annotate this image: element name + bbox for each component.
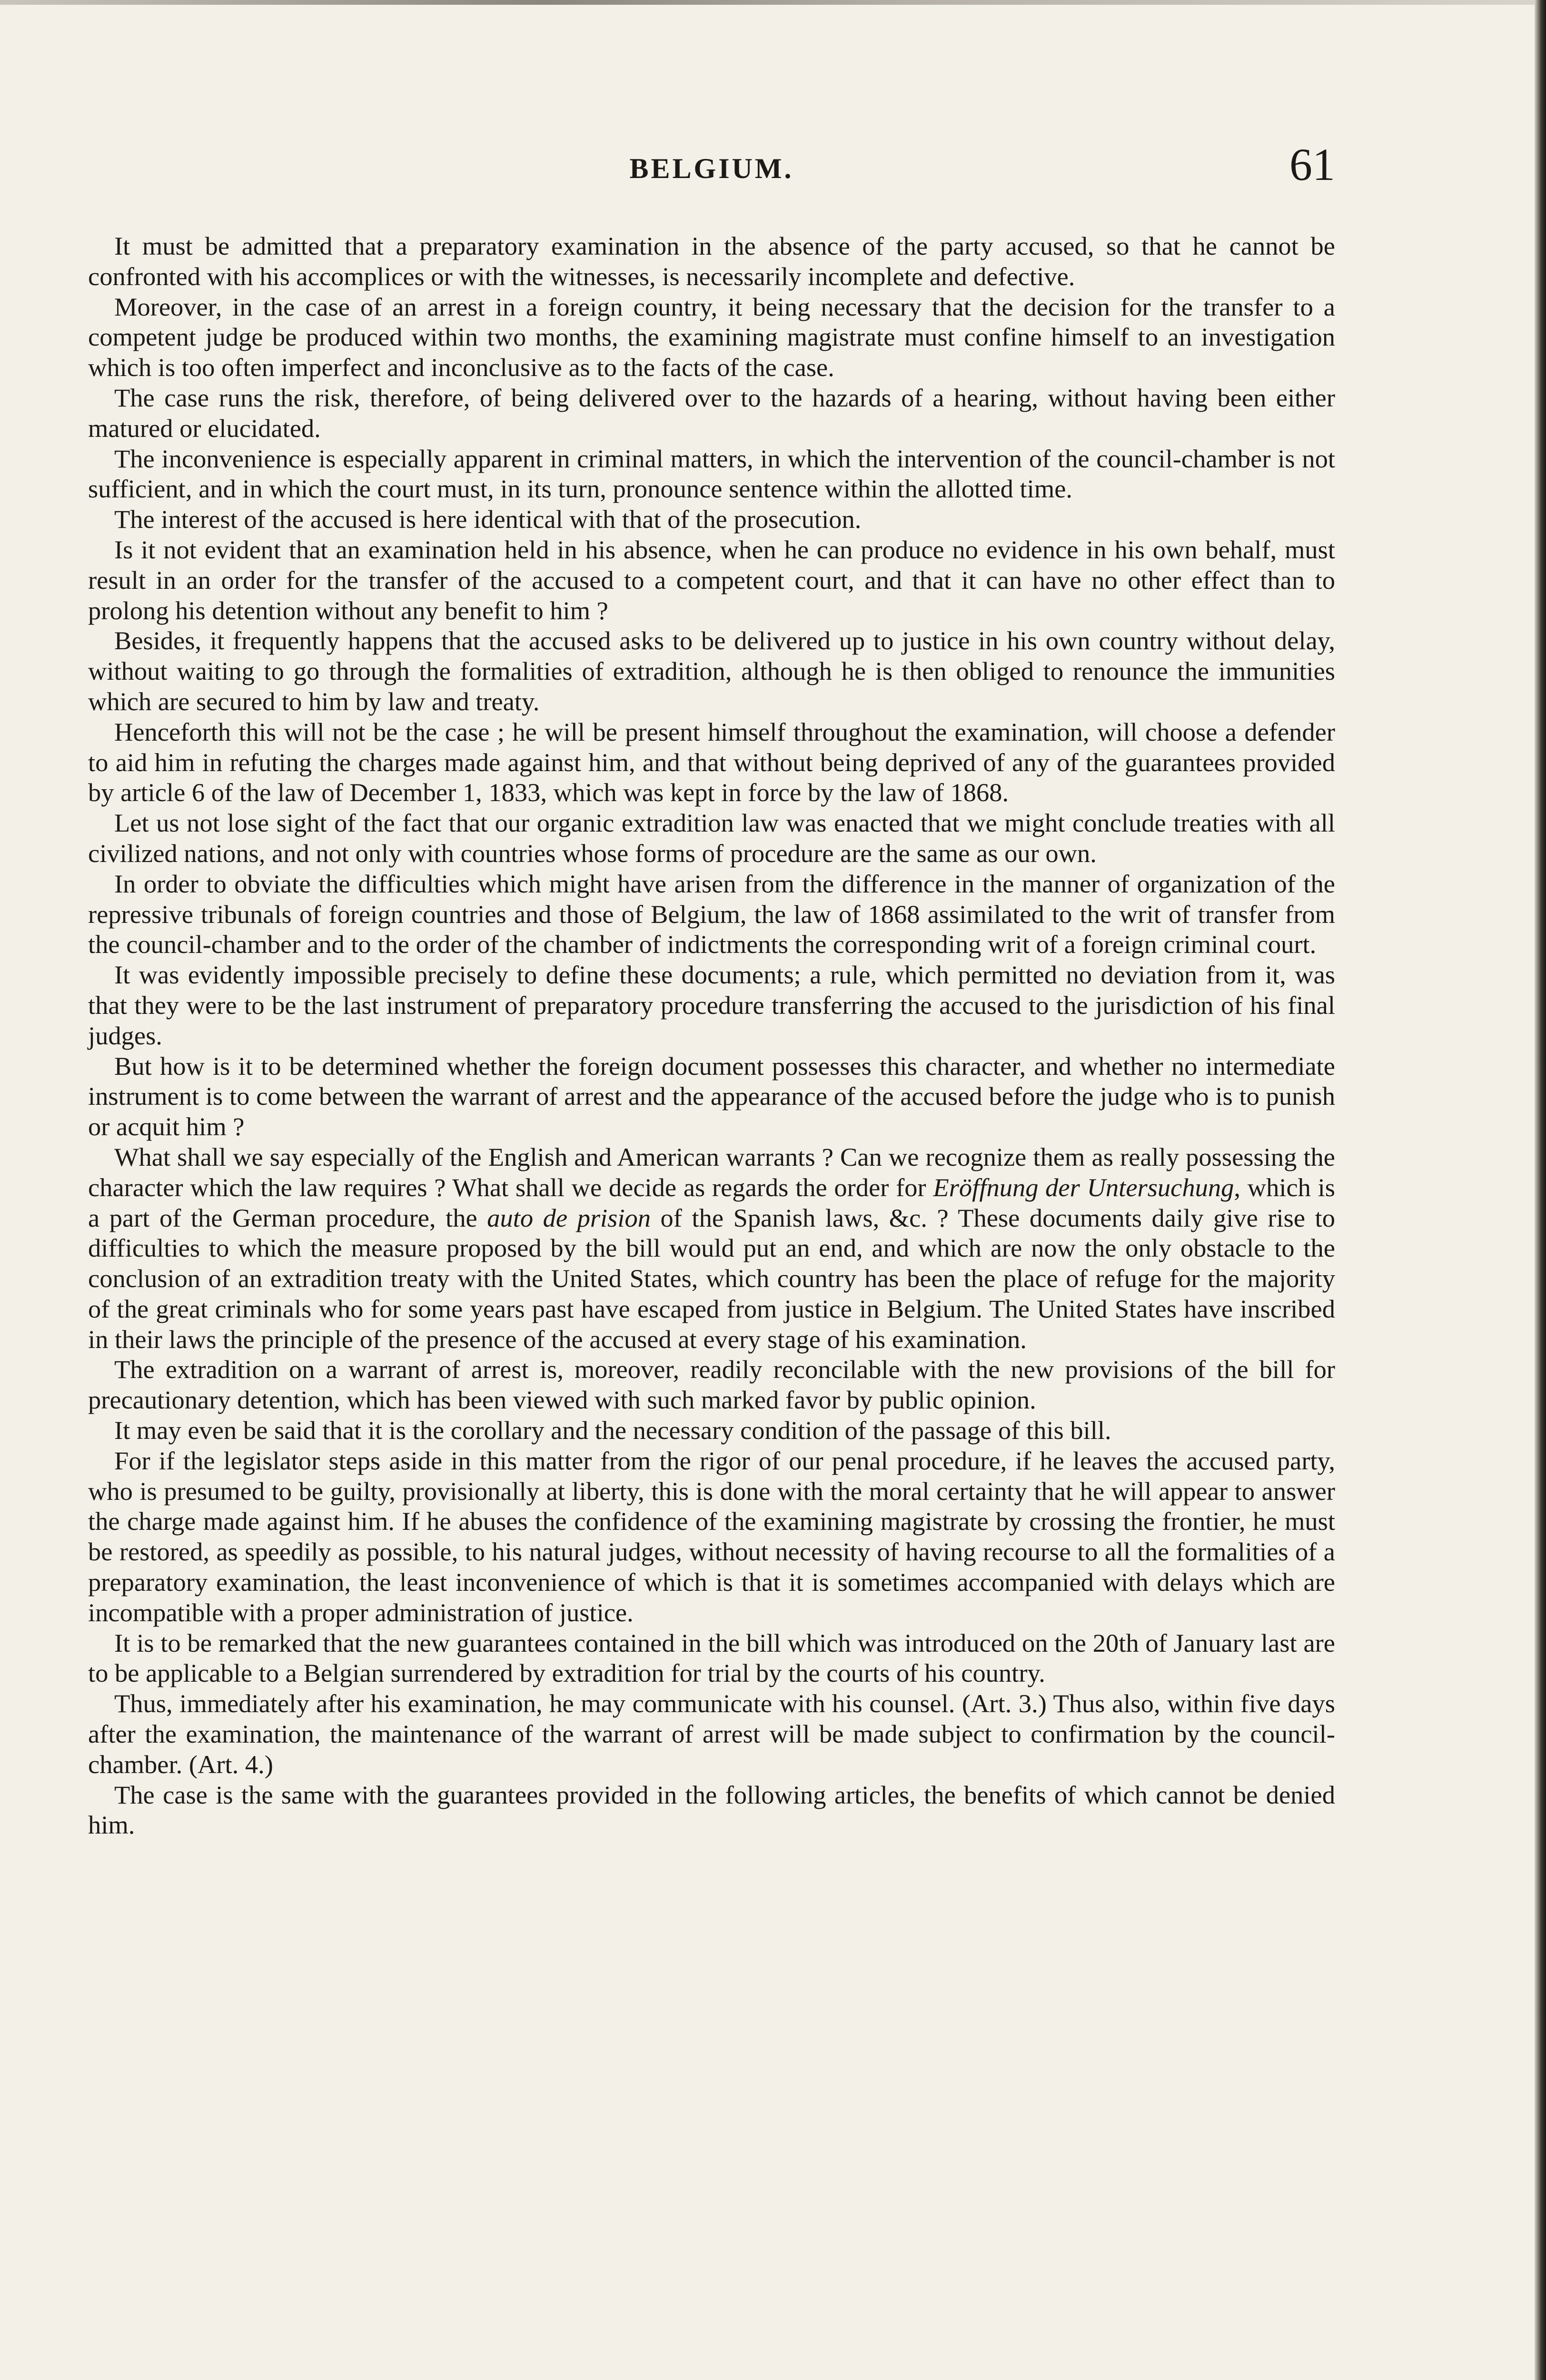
- paragraph: Besides, it frequently happens that the accused asks to be delivered up to justice in his own country without delay, without waiting to go through the formalities of extradition, although he is then obliged to renounce the immunities which are secured to him by law and treaty.: [88, 626, 1335, 716]
- paragraph: Moreover, in the case of an arrest in a foreign country, it being necessary that the decision for the transfer to a competent judge be produced within two months, the examining magistrate must confine himself to an investigation which is too often imperfect and inconclusive as to the facts of the case.: [88, 292, 1335, 382]
- paragraph: Let us not lose sight of the fact that our organic extradition law was enacted that we might conclude treaties with all civilized nations, and not only with countries whose forms of procedure are the same as our own.: [88, 808, 1335, 868]
- paragraph: The inconvenience is especially apparent in criminal matters, in which the intervention of the council-chamber is not sufficient, and in which the court must, in its turn, pronounce sentence within the allotted time.: [88, 444, 1335, 504]
- page-binding-edge: [1535, 0, 1546, 2380]
- page-number: 61: [1289, 139, 1335, 190]
- paragraph: It is to be remarked that the new guarantees contained in the bill which was introduced on the 20th of January last are to be applicable to a Belgian surrendered by extradition for trial by the courts of his country.: [88, 1628, 1335, 1688]
- paragraph: Thus, immediately after his examination, he may communicate with his counsel. (Art. 3.) Thus also, within five days after the examination, the maintenance of the warrant of arrest will be made subject to confirmation by the council-chamber. (Art. 4.): [88, 1689, 1335, 1779]
- paragraph: For if the legislator steps aside in this matter from the rigor of our penal procedure, if he leaves the accused party, who is presumed to be guilty, provisionally at liberty, this is done with the moral certainty that he will appear to answer the charge made against him. If he abuses the confidence of the examining magistrate by crossing the frontier, he must be restored, as speedily as possible, to his natural judges, without necessity of having recourse to all the formalities of a preparatory examination, the least inconvenience of which is that it is sometimes accompanied with delays which are incompatible with a proper administration of justice.: [88, 1446, 1335, 1627]
- paragraph: Henceforth this will not be the case ; he will be present himself throughout the examination, will choose a defender to aid him in refuting the charges made against him, and that without being deprived of any of the guarantees provided by article 6 of the law of December 1, 1833, which was kept in force by the law of 1868.: [88, 717, 1335, 807]
- paragraph: [88, 1142, 1335, 1355]
- paragraph-text: What shall we say especially of the English and American warrants ? Can we recognize them as really possessing the character which the law requires ? What shall we decide as regards the order for: [88, 1142, 1335, 1202]
- paragraph: It may even be said that it is the corollary and the necessary condition of the passage of this bill.: [114, 1416, 1111, 1445]
- paragraph: Is it not evident that an examination held in his absence, when he can produce no evidence in his own behalf, must result in an order for the transfer of the accused to a competent court, and that it can have no other effect than to prolong his detention without any benefit to him ?: [88, 535, 1335, 625]
- page-top-edge: [0, 0, 1546, 5]
- paragraph-text: , which is a part of the German procedure, the: [88, 1172, 1336, 1232]
- paragraph: The case runs the risk, therefore, of being delivered over to the hazards of a hearing, without having been either matured or elucidated.: [88, 383, 1335, 443]
- german-term: Eröffnung der Untersuchung: [933, 1172, 1234, 1202]
- paragraph: But how is it to be determined whether the foreign document possesses this character, and whether no intermediate instrument is to come between the warrant of arrest and the appearance of the accused before the judge who is to punish or acquit him ?: [88, 1051, 1335, 1141]
- paragraph: The interest of the accused is here identical with that of the prosecution.: [114, 505, 862, 534]
- spanish-term: auto de prision: [487, 1203, 651, 1232]
- paragraph-text: of the Spanish laws, &c. ? These documents daily give rise to difficulties to which the measure proposed by the bill would put an end, and which are now the only obstacle to the conclusion of an extradition treaty with the United States, which country has been the place of refuge for the majority of the great criminals who for some years past have escaped from justice in Belgium. The United States have inscribed in their laws the principle of the presence of the accused at every stage of his examination.: [88, 1203, 1335, 1354]
- paragraph: The case is the same with the guarantees provided in the following articles, the benefits of which cannot be denied him.: [88, 1780, 1335, 1840]
- paragraph: It must be admitted that a preparatory examination in the absence of the party accused, so that he cannot be confronted with his accomplices or with the witnesses, is necessarily incomplete and defective.: [88, 231, 1335, 291]
- paragraph: In order to obviate the difficulties which might have arisen from the difference in the manner of organization of the repressive tribunals of foreign countries and those of Belgium, the law of 1868 assimilated to the writ of transfer from the council-chamber and to the order of the chamber of indictments the corresponding writ of a foreign criminal court.: [88, 869, 1335, 959]
- running-head: BELGIUM.: [629, 153, 794, 184]
- paragraph: It was evidently impossible precisely to define these documents; a rule, which permitted no deviation from it, was that they were to be the last instrument of preparatory procedure transferring the accused to the jurisdiction of his final judges.: [88, 960, 1335, 1050]
- paragraph: The extradition on a warrant of arrest is, moreover, readily reconcilable with the new provisions of the bill for precautionary detention, which has been viewed with such marked favor by public opinion.: [88, 1355, 1335, 1415]
- page-header: [88, 133, 1335, 205]
- body-text: [88, 231, 1335, 1840]
